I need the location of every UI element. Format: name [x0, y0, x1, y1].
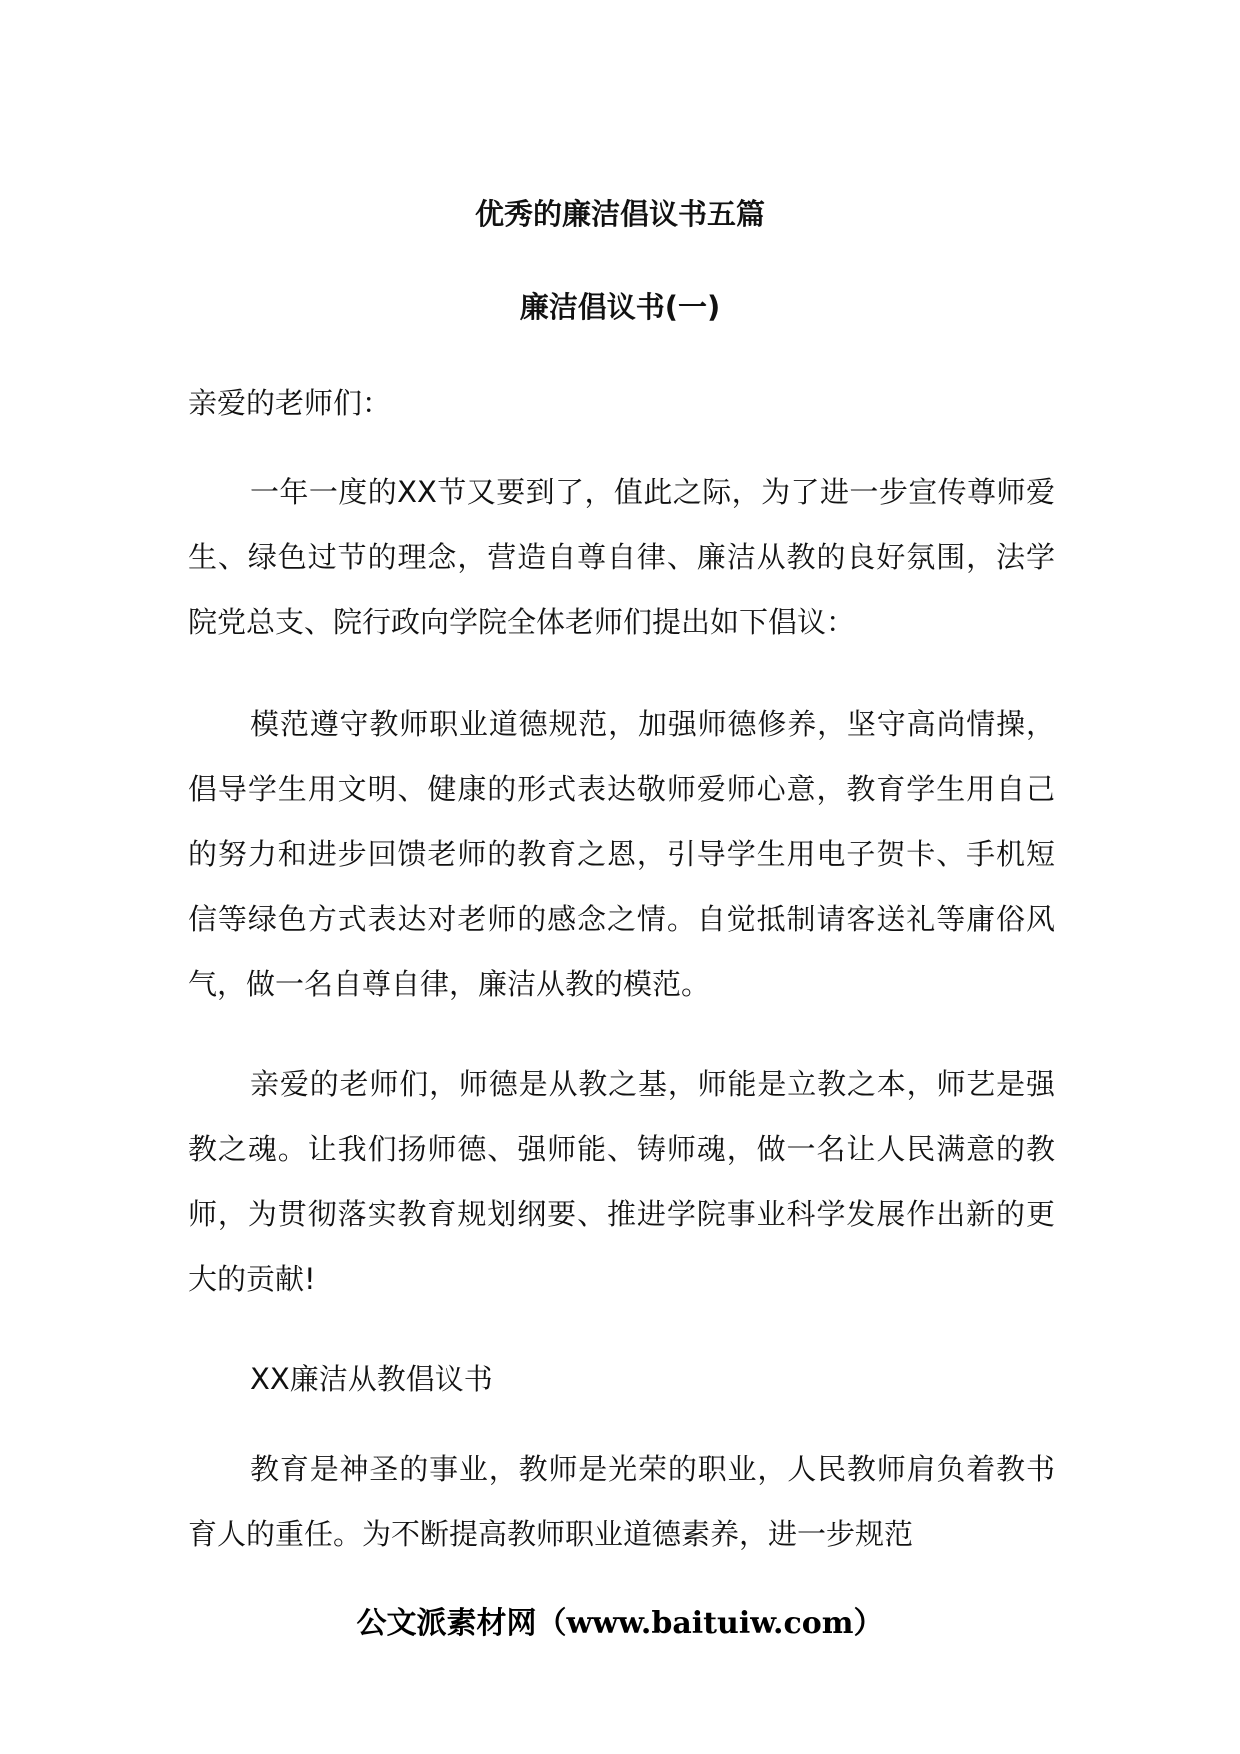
section-heading: XX廉洁从教倡议书 [250, 1362, 493, 1396]
paragraph: 模范遵守教师职业道德规范，加强师德修养，坚守高尚情操，倡导学生用文明、健康的形式表达敬师爱师心意，教育学生用自己的努力和进步回馈老师的教育之恩，引导学生用电子贺卡、手机短信等绿色方式表达对老师的感念之情。自觉抵制请客送礼等庸俗风气，做一名自尊自律，廉洁从教的模范。 [188, 707, 1055, 1001]
paragraph: 一年一度的XX节又要到了，值此之际，为了进一步宣传尊师爱生、绿色过节的理念，营造自尊自律、廉洁从教的良好氛围，法学院党总支、院行政向学院全体老师们提出如下倡议： [188, 475, 1055, 639]
paragraph: 亲爱的老师们，师德是从教之基，师能是立教之本，师艺是强教之魂。让我们扬师德、强师能、铸师魂，做一名让人民满意的教师，为贯彻落实教育规划纲要、推进学院事业科学发展作出新的更大的贡献! [188, 1067, 1055, 1296]
document-subtitle: 廉洁倡议书(一) [519, 290, 721, 324]
paragraph: 教育是神圣的事业，教师是光荣的职业，人民教师肩负着教书育人的重任。为不断提高教师职业道德素养，进一步规范 [188, 1452, 1055, 1551]
document-title: 优秀的廉洁倡议书五篇 [474, 197, 765, 231]
salutation: 亲爱的老师们： [188, 386, 392, 420]
footer-watermark: 公文派素材网（www.baituiw.com） [356, 1606, 884, 1641]
